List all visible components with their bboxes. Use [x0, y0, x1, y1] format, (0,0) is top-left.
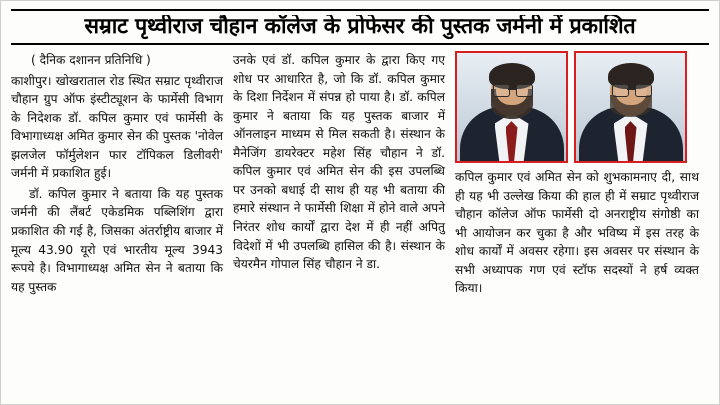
article-body [11, 51, 709, 381]
headline-bottom-rule [11, 43, 709, 45]
glasses-right-lens-icon [635, 84, 652, 97]
glasses-bridge-icon [508, 88, 516, 90]
glasses-bridge-icon [627, 88, 635, 90]
glasses-right-lens-icon [516, 84, 533, 97]
paragraph: कपिल कुमार एवं अमित सेन को शुभकामनाए दी, साथ ही यह भी उल्लेख किया की हाल ही में सम्राट पृथ्वीराज चौहान कॉलेज ऑफ फार्मेसी दो अनराष्ट्रीय संगोष्ठी का भी आयोजन कर चुका है और भविष्य में इस तरह के शोध कार्यों में अवसर रहेगा। इस अवसर पर संस्थान के सभी अध्यापक गण एवं स्टॉफ सदस्यों ने हर्ष व्यक्त किया। [455, 170, 699, 296]
paragraph: काशीपुर। खोखराताल रोड स्थित सम्राट पृथ्वीराज चौहान ग्रुप ऑफ इंस्टीट्यूशन के फार्मेसी विभाग के निदेशक डॉ. कपिल कुमार एवं फार्मेसी के विभागाध्यक्ष अमित कुमार सेन की पुस्तक 'नोवेल झलजेल फॉर्मुलेशन फार टॉपिकल डिलीवरी' जर्मनी में प्रकाशित हुई। [11, 73, 223, 181]
photo-left [455, 51, 568, 163]
glasses-left-lens-icon [612, 84, 629, 97]
headline-top-rule [11, 9, 709, 11]
paragraph: उनके एवं डॉ. कपिल कुमार के द्वारा किए गए शोध पर आधारित है, जो कि डॉ. कपिल कुमार के दिशा निर्देशन में संपन्न हो पाया है। डॉ. कपिल कुमार ने बताया कि यह पुस्तक बाजार में ऑनलाइन माध्यम से मिल सकती है। संस्थान के मैनेजिंग डायरेक्टर महेश सिंह चौहान ने डॉ. कपिल कुमार एवं अमित सेन की इस उपलब्धि पर उनको बधाई दी साथ ही यह भी बताया की हमारे संस्थान ने फार्मेसी शिक्षा में होने वाले अपने निरंतर शोध कार्यों द्वारा देश में ही नहीं अपितु विदेशों में भी उपलब्धि हासिल की है। संस्थान के चेयरमैन गोपाल सिंह चौहान ने डा. [233, 53, 445, 272]
byline: ( दैनिक दशानन प्रतिनिधि ) [31, 53, 151, 68]
photo-right [574, 51, 687, 163]
paragraph: डॉ. कपिल कुमार ने बताया कि यह पुस्तक जर्मनी की लैंबर्ट एकेडमिक पब्लिशिंग द्वारा प्रकाशित की गई है, जिसका अंतर्राष्ट्रीय बाजार में मूल्य 43.90 यूरो एवं भारतीय मूल्य 3943 रूपये है। विभागाध्यक्ष अमित सेन ने बताया कि यह पुस्तक [11, 186, 223, 294]
portrait-figure [457, 53, 566, 161]
column-middle [233, 51, 445, 381]
page-title: सम्राट पृथ्वीराज चौहान कॉलेज के प्रोफेसर की पुस्तक जर्मनी में प्रकाशित [84, 15, 636, 39]
column-right-text [455, 168, 699, 300]
column-left [11, 51, 223, 381]
glasses-left-lens-icon [493, 84, 510, 97]
portrait-figure [576, 53, 685, 161]
photo-row [455, 51, 699, 163]
column-right [455, 51, 699, 381]
